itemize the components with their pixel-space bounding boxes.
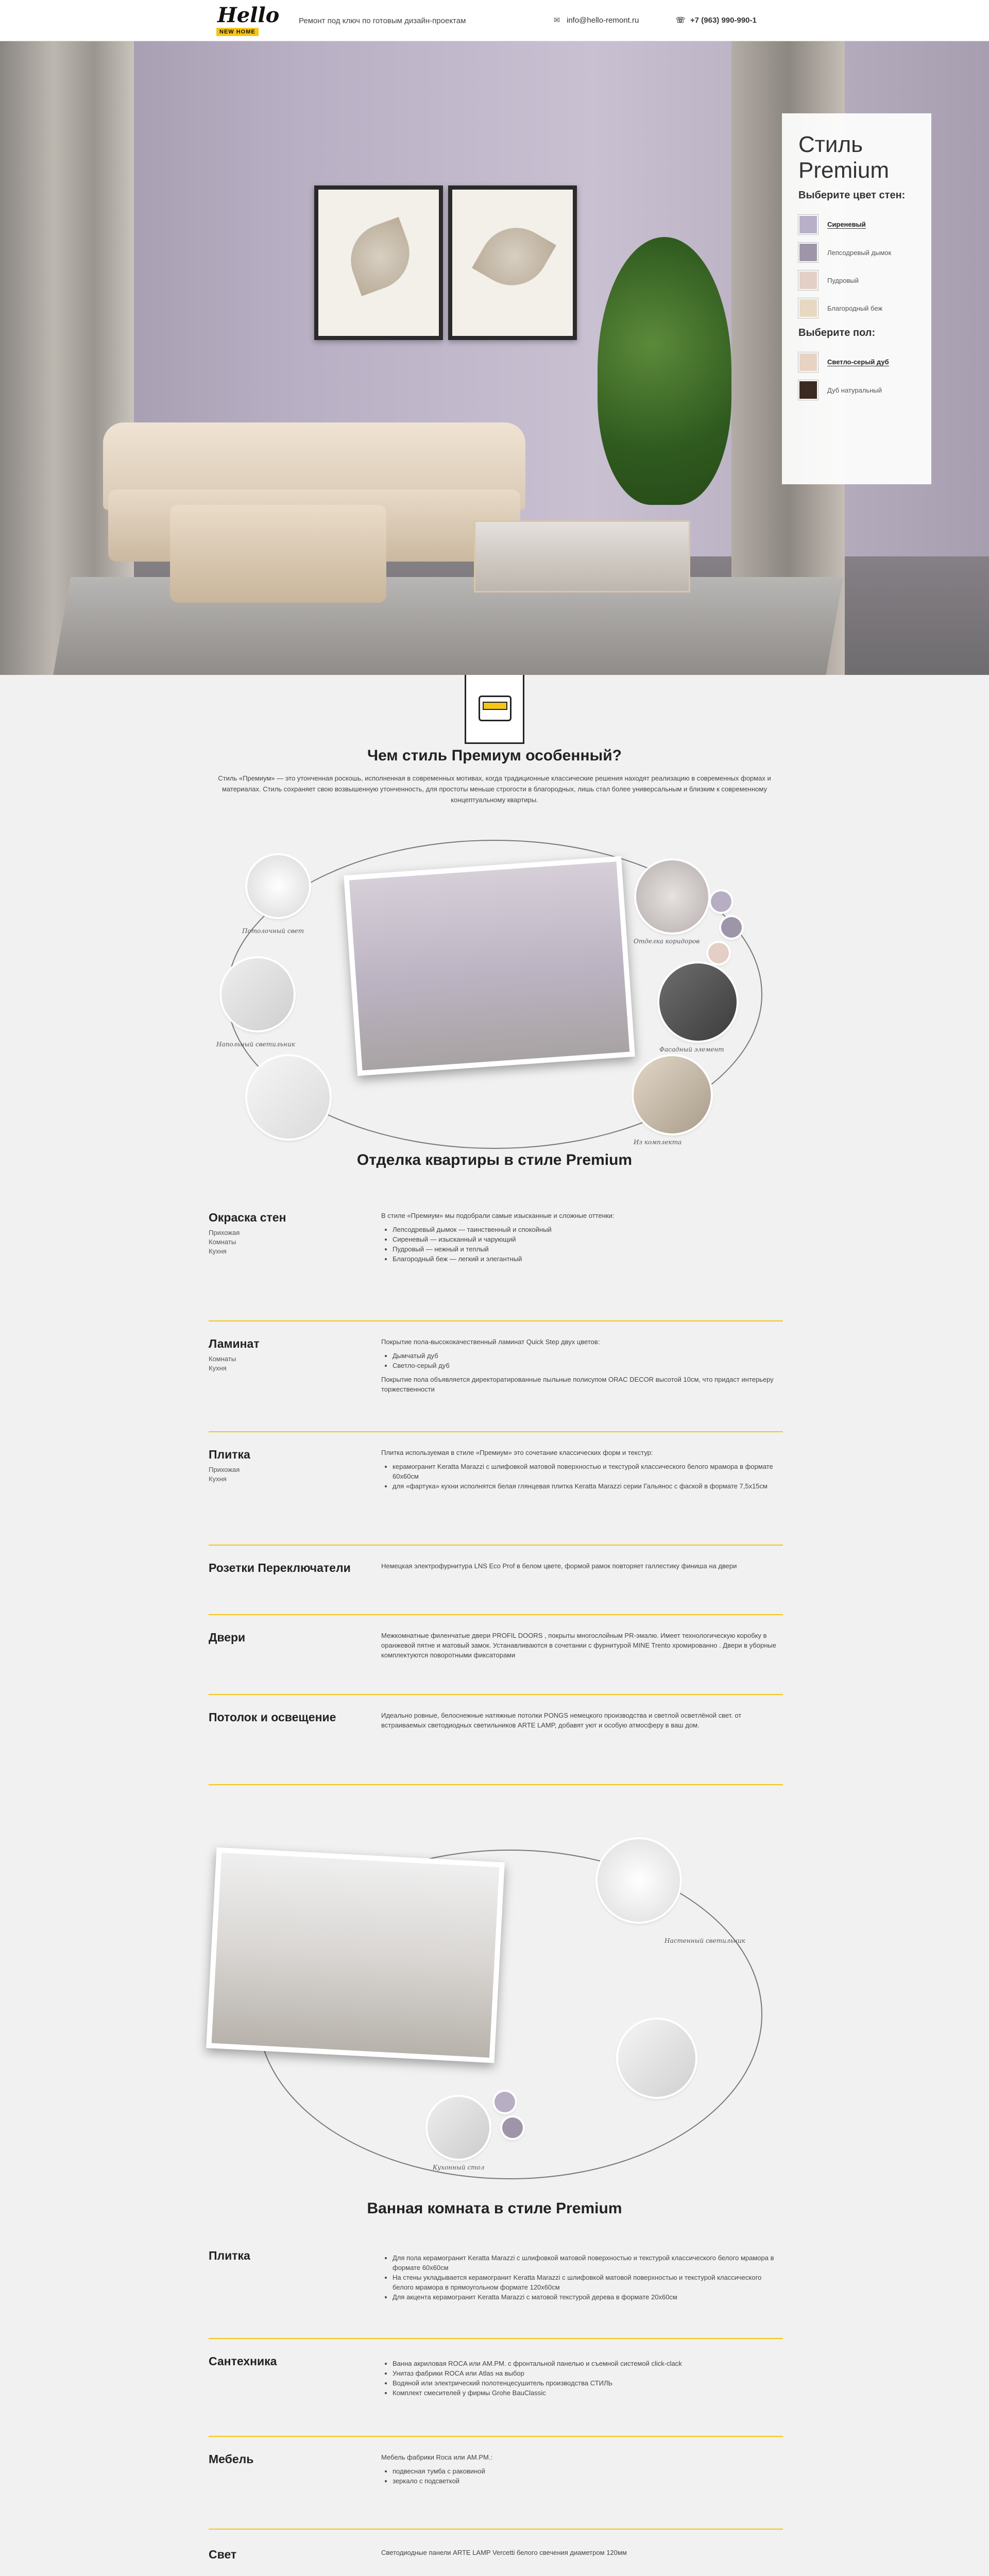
finish-title: Отделка квартиры в стиле Premium [356, 1151, 633, 1168]
finish-row-body [381, 1448, 783, 1495]
bath-row-title: Свет [209, 2548, 237, 2561]
wall-color-swatch[interactable] [798, 298, 818, 318]
finish-row-room: Кухня [209, 1247, 227, 1255]
bath-row [209, 2354, 783, 2437]
bath-title: Ванная комната в стиле Premium [367, 2200, 622, 2217]
finish-row-title: Ламинат [209, 1337, 260, 1350]
wall-color-label: Благородный беж [827, 304, 883, 312]
bath-row [209, 2249, 783, 2339]
wall-color-label: Сиреневый [827, 221, 866, 228]
finish-row [209, 1710, 783, 1785]
finish-row-title: Плитка [209, 1448, 250, 1461]
finish-row-item: • Лепсодревый дымок — таинственный и спокойный [393, 1225, 783, 1234]
bath-row-list [393, 2359, 783, 2398]
bath-row-body [381, 2249, 783, 2306]
finish-row-item: • Дымчатый дуб [393, 1351, 783, 1361]
finish-row [209, 1561, 783, 1615]
wall-color-list [798, 211, 915, 322]
finish-row-item: • Светло-серый дуб [393, 1361, 783, 1370]
finish-row-item: • Пудровый — нежный и теплый [393, 1244, 783, 1254]
logo-badge: NEW HOME [216, 28, 259, 36]
collage-label-3: Отделка коридоров [634, 938, 700, 945]
wall-light-circle [598, 1839, 680, 1922]
finish-row-body [381, 1211, 783, 1268]
floor-heading: Выберите пол: [798, 327, 876, 338]
decor-circle [636, 860, 708, 933]
style-panel-title: Стиль Premium [798, 132, 890, 183]
collage2-label-1: Настенный светильник [664, 1937, 745, 1944]
corridor-finish-circle [247, 1056, 330, 1139]
finish-row-room: Прихожая [209, 1229, 240, 1236]
finish-row-room: Кухня [209, 1475, 227, 1483]
finish-row-title: Потолок и освещение [209, 1710, 336, 1724]
hero-artwork-right [448, 185, 577, 340]
wall-color-label: Лепсодревый дымок [827, 248, 892, 257]
why-title: Чем стиль Премиум особенный? [367, 747, 622, 764]
bath-row-item: • Ванна акриловая ROCA или AM.PM. с фронтальной панелью и съемной системой click-clack [393, 2359, 783, 2368]
swatch-lilac [711, 891, 731, 912]
hero-plant [598, 237, 731, 505]
finish-row-rooms [209, 1354, 353, 1373]
hero-interior [0, 41, 989, 675]
finish-row [209, 1631, 783, 1695]
header-phone-text: +7 (963) 990-990-1 [690, 16, 757, 25]
swatch-smoke [721, 917, 742, 938]
wall-color-heading: Выберите цвет стен: [798, 190, 906, 201]
wall-color-swatch[interactable] [798, 243, 818, 262]
bath-row-item: • Водяной или электрический полотенцесушитель производства СТИЛЬ [393, 2378, 783, 2388]
finish-row-body [381, 1631, 783, 1663]
finish-row-rooms [209, 1228, 353, 1256]
finish-row-body [381, 1710, 783, 1733]
bath-row-item: • Для акцента керамогранит Keratta Marazzi с матовой текстурой дерева в формате 20х60см [393, 2292, 783, 2302]
why-text: Стиль «Премиум» — это утонченная роскошь, исполненная в современных мотивах, когда традиционные классические решения находят реализацию в современных формах и материалах. Стиль сохраняет свою возвышенную утонченность, для простоты меньше строгости в благородных, лишь стал более универсальным и близким к современному концептуальному квартиры. [218, 774, 771, 804]
finish-row-title: Розетки Переключатели [209, 1561, 351, 1574]
finish-row-list [393, 1351, 783, 1370]
finish-row-body [381, 1337, 783, 1397]
finish-row [209, 1337, 783, 1432]
kitchen-swatch-1 [494, 2092, 515, 2112]
wall-color-swatch[interactable] [798, 270, 818, 290]
bath-row-list [393, 2253, 783, 2302]
floor-lamp-circle [221, 958, 294, 1030]
finish-row-room: Кухня [209, 1364, 227, 1372]
finish-row-item: • для «фартука» кухни исполнятся белая глянцевая плитка Keratta Marazzi серии Гальянос с фаской в формате 7,5х15см [393, 1481, 783, 1491]
finish-row-intro: Межкомнатные филенчатые двери PROFIL DOORS , покрыты многослойным PR-эмалю. Имеет технологическую коробку в оранжевой пятне и матовый замок. Устанавливаются в сочетании с фурнитурой MINE Trento хромированно . Двери в уборные комплектуются поворотными фиксаторами [381, 1632, 776, 1659]
swatch-powder [708, 943, 729, 963]
floor-color-option[interactable] [798, 376, 915, 404]
finish-row-list [393, 1462, 783, 1491]
finish-row-room: Комнаты [209, 1355, 236, 1363]
finish-row-item: • Сиреневый — изысканный и чарующий [393, 1234, 783, 1244]
wall-color-swatch[interactable] [798, 215, 818, 234]
bed-icon [465, 675, 524, 744]
floor-color-list [798, 348, 915, 404]
chandelier-circle [618, 2020, 695, 2097]
bath-row-intro: Мебель фабрики Roca или AM.PM.: [381, 2453, 493, 2461]
materials-collage-living [206, 835, 783, 1154]
header-email-text: info@hello-remont.ru [567, 16, 639, 25]
finish-row-room: Комнаты [209, 1238, 236, 1246]
kit-circle [634, 1056, 711, 1133]
envelope-icon: ✉ [553, 16, 560, 25]
wall-color-option[interactable] [798, 266, 915, 294]
bath-row [209, 2452, 783, 2530]
finish-row-room: Прихожая [209, 1466, 240, 1473]
floor-color-option[interactable] [798, 348, 915, 376]
facade-circle [659, 963, 737, 1041]
finish-row-item: • керамогранит Keratta Marazzi с шлифовкой матовой поверхностью и текстурой классического белого мрамора в формате 60х60см [393, 1462, 783, 1481]
bath-row [209, 2548, 783, 2576]
finish-row-item: • Благородный беж — легкий и элегантный [393, 1254, 783, 1264]
ceiling-light-circle [247, 855, 309, 917]
hero-coffee-table [474, 520, 690, 592]
bath-row-body [381, 2452, 783, 2490]
site-header [0, 0, 989, 41]
finish-row-extra: Покрытие пола объявляется директоратированные пыльные полисупом ORAC DECOR высотой 10см, что придаст интерьеру торжественности [381, 1376, 774, 1393]
wall-color-option[interactable] [798, 211, 915, 239]
hero-sofa-chaise [170, 505, 386, 603]
header-phone[interactable] [675, 15, 757, 25]
materials-collage-kitchen [206, 1829, 783, 2184]
wall-color-option[interactable] [798, 294, 915, 322]
finish-row-intro: Покрытие пола-высококачественный ламинат Quick Step двух цветов: [381, 1338, 600, 1346]
collage-label-1: Потолочный свет [242, 927, 304, 935]
table-circle [428, 2097, 489, 2159]
phone-icon: ☏ [675, 16, 686, 25]
hero-artwork-left [314, 185, 443, 340]
wall-color-label: Пудровый [827, 276, 859, 284]
bath-row-intro: Светодиодные панели ARTE LAMP Vercetti белого свечения диаметром 120мм [381, 2549, 627, 2556]
bath-row-title: Сантехника [209, 2354, 277, 2368]
finish-row-rooms [209, 1465, 353, 1484]
floor-color-swatch[interactable] [798, 352, 818, 372]
bath-row-item: • подвесная тумба с раковиной [393, 2466, 783, 2476]
collage2-label-3: Кухонный стол [433, 2164, 485, 2171]
bath-row-item: • Унитаз фабрики ROCA или Atlas на выбор [393, 2368, 783, 2378]
kitchen-photo [206, 1848, 505, 2063]
bath-row-item: • На стены укладывается керамогранит Keratta Marazzi с шлифовкой матовой поверхностью и текстурой классического белого мрамора в прямоугольном формате 120х60см [393, 2273, 783, 2292]
bath-row-item: • зеркало с подсветкой [393, 2476, 783, 2486]
floor-color-label: Светло-серый дуб [827, 358, 889, 366]
collage-label-4: Фасадный элемент [659, 1046, 724, 1053]
bath-row-body [381, 2354, 783, 2402]
logo[interactable] [206, 3, 280, 38]
finish-row-title: Окраска стен [209, 1211, 286, 1224]
finish-row-body [381, 1561, 783, 1574]
bath-row-item: • Для пола керамогранит Keratta Marazzi с шлифовкой матовой поверхностью и текстурой классического белого мрамора в формате 60х60см [393, 2253, 783, 2273]
finish-row [209, 1211, 783, 1321]
header-tagline: Ремонт под ключ по готовым дизайн-проектам [299, 16, 466, 25]
bath-row-title: Мебель [209, 2452, 254, 2466]
floor-color-label: Дуб натуральный [827, 386, 882, 394]
header-email[interactable] [551, 15, 639, 25]
finish-row-title: Двери [209, 1631, 246, 1644]
finish-row-list [393, 1225, 783, 1264]
finish-row-intro: В стиле «Премиум» мы подобрали самые изысканные и сложные оттенки: [381, 1212, 615, 1219]
finish-row [209, 1448, 783, 1546]
collage-label-2: Напольный светильник [216, 1041, 295, 1048]
kitchen-swatch-2 [502, 2117, 523, 2138]
floor-color-swatch[interactable] [798, 380, 818, 400]
living-room-photo [344, 856, 635, 1076]
finish-row-intro: Плитка используемая в стиле «Премиум» это сочетание классических форм и текстур: [381, 1449, 653, 1456]
wall-color-option[interactable] [798, 239, 915, 266]
style-selector-panel [782, 113, 931, 484]
bath-row-item: • Комплект смесителей у фирмы Grohe BauClassic [393, 2388, 783, 2398]
logo-text: Hello [217, 3, 280, 27]
bath-row-body [381, 2548, 783, 2561]
bath-row-title: Плитка [209, 2249, 250, 2262]
collage-label-5: Из комплекта [634, 1139, 682, 1146]
finish-row-intro: Немецкая электрофурнитура LNS Eco Prof в белом цвете, формой рамок повторяет галлестику финиша на двери [381, 1562, 737, 1570]
bath-row-list [393, 2466, 783, 2486]
finish-row-intro: Идеально ровные, белоснежные натяжные потолки PONGS немецкого производства и светлой осветлёной свет. от встраиваемых светодиодных светильников ARTE LAMP, добавят уют и особую атмосферу в ваш дом. [381, 1711, 742, 1729]
